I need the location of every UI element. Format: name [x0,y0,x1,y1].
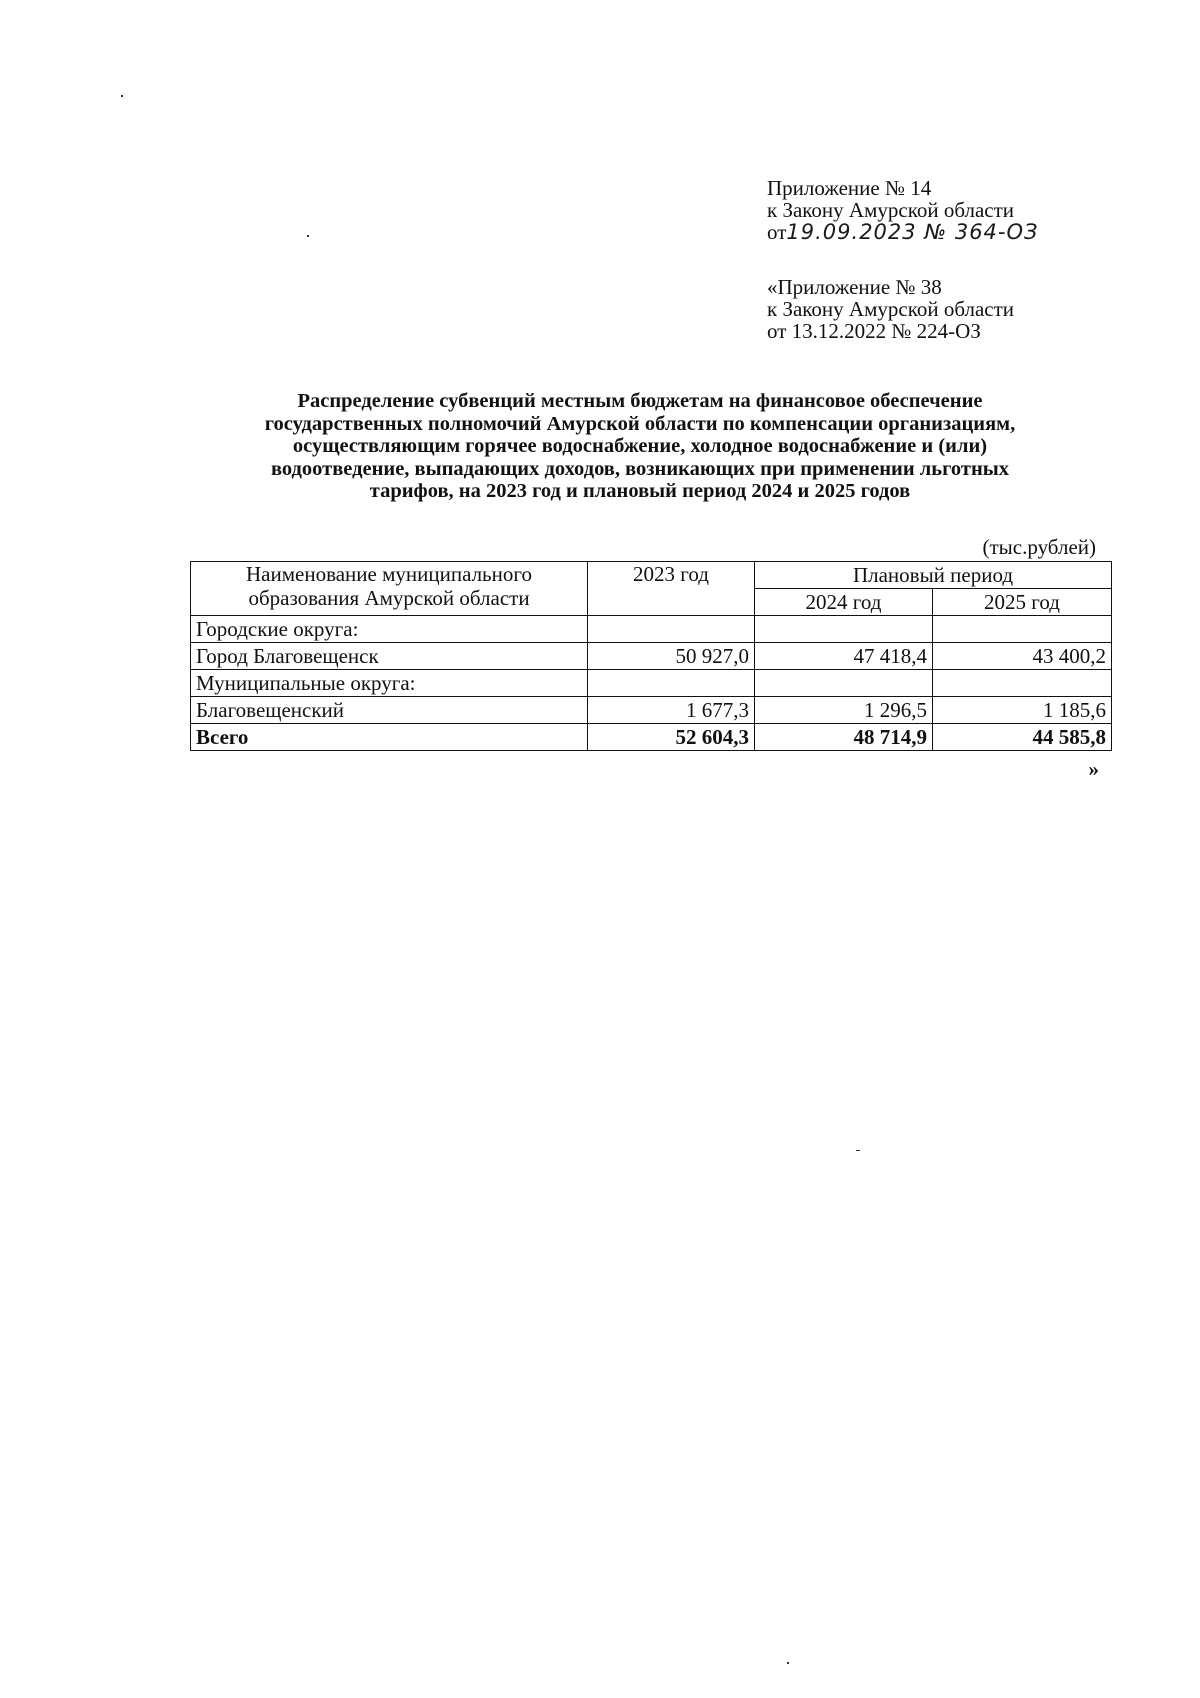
row-name: Муниципальные округа: [191,670,588,697]
cell-2025: 1 185,6 [933,697,1112,724]
annex-number: Приложение № 14 [767,176,932,200]
table-row-total [191,724,1112,751]
row-name: Городские округа: [191,616,588,643]
table-row [191,643,1112,670]
annex-law-reference: к Закону Амурской области [767,297,1015,321]
column-header-planned-period: Плановый период [755,562,1112,589]
row-name: Благовещенский [191,697,588,724]
cell-2023 [588,616,755,643]
subvention-table [190,561,1112,751]
column-header-2025: 2025 год [933,589,1112,616]
cell-2025: 43 400,2 [933,643,1112,670]
cell-2024 [755,670,933,697]
cell-2024: 47 418,4 [755,643,933,670]
closing-quote-mark: » [1088,757,1099,781]
cell-2023: 52 604,3 [588,724,755,751]
handwritten-date-number: 19.09.2023 № 364-ОЗ [786,220,1039,244]
table-row [191,697,1112,724]
cell-2024 [755,616,933,643]
cell-2023: 50 927,0 [588,643,755,670]
title-line: тарифов, на 2023 год и плановый период 2024 и 2025 годов [369,480,911,502]
column-header-name-line: Наименование муниципального [246,562,532,586]
document-title [180,390,1100,503]
title-line: водоотведение, выпадающих доходов, возникающих при применении льготных [270,457,1010,480]
cell-2023 [588,670,755,697]
table-row-section [191,670,1112,697]
title-line: государственных полномочий Амурской области по компенсации организациям, [264,412,1016,435]
row-name: Город Благовещенск [191,643,588,670]
title-line: осуществляющим горячее водоснабжение, холодное водоснабжение и (или) [292,435,988,457]
cell-2025 [933,616,1112,643]
annex-date-prefix: от [767,220,787,244]
row-name: Всего [191,724,588,751]
cell-2024: 1 296,5 [755,697,933,724]
annex-date-line: от 13.12.2022 № 224-ОЗ [767,319,981,343]
cell-2023: 1 677,3 [588,697,755,724]
table-row-section [191,616,1112,643]
scan-speck [121,95,123,97]
column-header-name [191,562,588,616]
annex-date-line [767,221,1039,243]
annex-law-reference: к Закону Амурской области [767,198,1015,222]
scan-speck [856,1150,860,1151]
cell-2025 [933,670,1112,697]
units-label: (тыс.рублей) [982,535,1096,559]
table-header-row [191,562,1112,589]
cell-2025: 44 585,8 [933,724,1112,751]
annex-current-header [767,177,1039,243]
annex-number: «Приложение № 38 [767,275,942,299]
scan-speck [787,1662,789,1664]
column-header-2024: 2024 год [755,589,933,616]
cell-2024: 48 714,9 [755,724,933,751]
title-line: Распределение субвенций местным бюджетам на финансовое обеспечение [297,390,983,412]
column-header-2023: 2023 год [588,562,755,616]
annex-amended-header [767,276,1014,342]
scan-speck [307,235,309,237]
column-header-name-line: образования Амурской области [248,586,530,610]
